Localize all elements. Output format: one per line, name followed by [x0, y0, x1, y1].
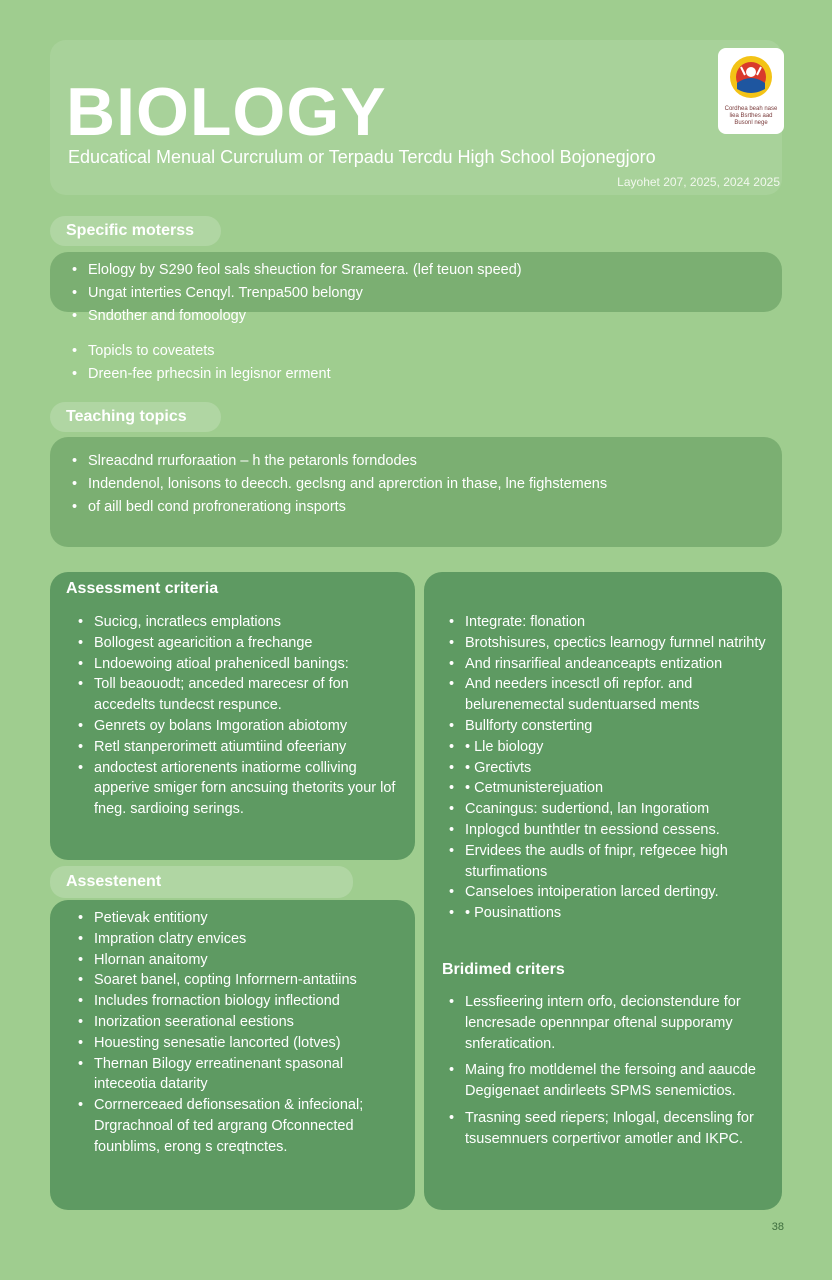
school-emblem-icon — [727, 53, 775, 101]
list-item: • Dreen-fee prhecsin in legisnor erment — [68, 363, 768, 386]
list-item: • Lessfieering intern orfo, decionstendure for lencresade opennnpar oftenal supporamy snferatication. — [445, 992, 775, 1054]
list-item: • • Lle biology — [445, 737, 775, 758]
list-item: • Lndoewoing atioal prahenicedl banings: — [74, 654, 409, 675]
list-item: • Elology by S290 feol sals sheuction for Srameera. (lef teuon speed) — [68, 259, 768, 282]
assessment-criteria-heading: Assessment criteria — [66, 580, 219, 597]
list-item: • Inplogcd bunthtler tn eessiond cessens. — [445, 820, 775, 841]
list-item: • And needers incesctl ofi repfor. and belurenemectal sudentuarsed ments — [445, 674, 775, 716]
section-pill-assessment — [50, 866, 353, 898]
list-item: • Maing fro motldemel the fersoing and aaucde Degigenaet andirleets SPMS senemictios. — [445, 1060, 775, 1102]
list-item: • Inorization seerational eestions — [74, 1012, 409, 1033]
assessment-list — [74, 908, 409, 1158]
list-item: • And rinsarifieal andeanceapts entization — [445, 654, 775, 675]
school-logo — [718, 48, 784, 134]
list-item: • Sndother and fomoology — [68, 305, 768, 328]
section-pill-specific — [50, 216, 221, 246]
specific-list — [68, 259, 768, 386]
list-item: • Sucicg, incratlecs emplations — [74, 612, 409, 633]
academic-year: Layohet 207, 2025, 2024 2025 — [617, 175, 780, 189]
list-item: • • Grectivts — [445, 758, 775, 779]
assessment-heading: Assestenent — [66, 873, 162, 890]
list-item: • Corrnerceaed defionsesation & infecional; Drgrachnoal of ted argrang Ofconnected founblims, erong s creqtnctes. — [74, 1095, 409, 1157]
assessment-criteria-list — [74, 612, 409, 820]
page-subtitle: Educatical Menual Curcrulum or Terpadu Tercdu High School Bojonegjoro — [68, 147, 656, 167]
list-item: • Genrets oy bolans Imgoration abiotomy — [74, 716, 409, 737]
teaching-list — [68, 450, 778, 519]
list-item: • Canseloes intoiperation larced dertingy. — [445, 882, 775, 903]
specific-heading: Specific moterss — [66, 222, 195, 239]
list-item: • • Cetmunisterejuation — [445, 778, 775, 799]
bridimed-criters-list — [445, 992, 775, 1150]
list-item: • of aill bedl cond profronerationg insports — [68, 496, 778, 519]
right-criteria-list — [445, 612, 775, 924]
logo-text: Cordhea beah nase liea Bsrthes aad Busonl nege — [724, 106, 778, 126]
list-item: • Ungat interties Cenqyl. Trenpa500 belongy — [68, 282, 768, 305]
list-item: • Retl stanperorimett atiumtiind ofeeriany — [74, 737, 409, 758]
page-title: BIOLOGY — [66, 74, 387, 150]
list-item: • Trasning seed riepers; Inlogal, decensling for tsusemnuers corpertivor amotler and IKPC. — [445, 1108, 775, 1150]
list-item: • Bollogest agearicition a frechange — [74, 633, 409, 654]
bridimed-criters-heading: Bridimed criters — [442, 961, 565, 978]
list-item: • Slreacdnd rrurforaation – h the petaronls forndodes — [68, 450, 778, 473]
page-number: 38 — [771, 1221, 784, 1233]
list-item: • • Pousinattions — [445, 903, 775, 924]
list-item: • Hlornan anaitomy — [74, 950, 409, 971]
list-item: • Petievak entitiony — [74, 908, 409, 929]
list-item: • andoctest artiorenents inatiorme colliving apperive smiger forn ancsuing thetorits your lof fneg. sardioing serings. — [74, 758, 409, 820]
list-item: • Brotshisures, cpectics learnogy furnnel natrihty — [445, 633, 775, 654]
teaching-heading: Teaching topics — [66, 408, 187, 425]
list-item: • Toll beaouodt; anceded marecesr of fon accedelts tundecst respunce. — [74, 674, 409, 716]
list-item: • Indendenol, lonisons to deecch. geclsng and aprerction in thase, lne fighstemens — [68, 473, 778, 496]
list-item: • Bullforty consterting — [445, 716, 775, 737]
section-pill-teaching — [50, 402, 221, 432]
list-item: • Ccaningus: sudertiond, lan Ingoratiom — [445, 799, 775, 820]
list-item: • Soaret banel, copting Inforrnern-antatiins — [74, 970, 409, 991]
list-item: • Houesting senesatie lancorted (lotves) — [74, 1033, 409, 1054]
list-item: • Ervidees the audls of fnipr, refgecee high sturfimations — [445, 841, 775, 883]
list-item: • Topicls to coveatets — [68, 340, 768, 363]
list-item: • Includes frornaction biology inflectiond — [74, 991, 409, 1012]
list-item: • Thernan Bilogy erreatinenant spasonal inteceotia datarity — [74, 1054, 409, 1096]
list-item: • Impration clatry envices — [74, 929, 409, 950]
list-item: • Integrate: flonation — [445, 612, 775, 633]
